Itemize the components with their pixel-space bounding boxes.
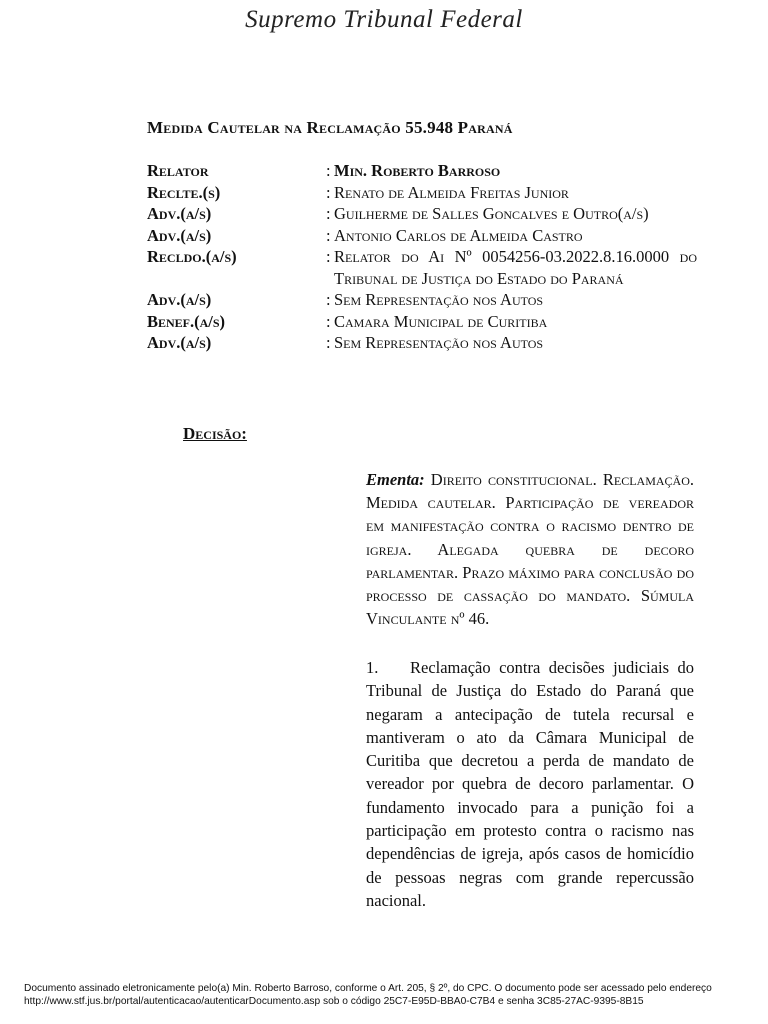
ementa-paragraph	[366, 468, 694, 630]
party-colon: :	[326, 333, 331, 352]
party-value: Guilherme de Salles Goncalves e Outro(a/s)	[334, 204, 649, 223]
party-value: Sem Representação nos Autos	[334, 290, 544, 309]
party-label: Relator	[147, 161, 209, 180]
party-label: Adv.(a/s)	[147, 333, 212, 352]
footer-line-1: Documento assinado eletronicamente pelo(a) Min. Roberto Barroso, conforme o Art. 205, § 2º, do CPC. O documento pode ser acessado pelo endereço	[24, 983, 712, 994]
ementa-text: Direito constitucional. Reclamação. Medida cautelar. Participação de vereador em manifestação contra o racismo dentro de igreja. Alegada quebra de decoro parlamentar. Prazo máximo para conclusão do processo de cassação do mandato. Súmula Vinculante nº 46.	[366, 470, 694, 629]
party-value: Renato de Almeida Freitas Junior	[334, 182, 569, 202]
party-row-relator	[147, 160, 697, 182]
party-value: Sem Representação nos Autos	[334, 333, 544, 352]
party-colon: :	[326, 290, 331, 309]
party-colon: :	[326, 225, 331, 245]
party-label: Adv.(a/s)	[147, 290, 212, 309]
item-number: 1.	[366, 658, 379, 677]
party-row-advogado-2	[147, 225, 697, 247]
decision-heading: Decisão:	[183, 424, 247, 443]
party-colon: :	[326, 247, 331, 266]
party-row-beneficiario	[147, 311, 697, 333]
party-row-advogado-reclamante	[147, 203, 697, 225]
party-row-reclamado	[147, 246, 697, 289]
party-colon: :	[326, 204, 331, 223]
party-label: Adv.(a/s)	[147, 204, 212, 223]
party-row-reclamante	[147, 182, 697, 204]
ementa-label: Ementa:	[366, 470, 425, 489]
party-colon: :	[326, 311, 331, 331]
party-value: Min. Roberto Barroso	[334, 161, 501, 180]
party-colon: :	[326, 161, 331, 180]
signature-footer	[24, 982, 754, 1008]
party-colon: :	[326, 182, 331, 202]
party-value: Antonio Carlos de Almeida Castro	[334, 225, 583, 245]
party-row-advogado-reclamado	[147, 289, 697, 311]
case-title: Medida Cautelar na Reclamação 55.948 Paraná	[147, 118, 513, 137]
party-value: Relator do Ai Nº 0054256-03.2022.8.16.0000 do Tribunal de Justiça do Estado do Paraná	[334, 247, 697, 288]
party-label: Recldo.(a/s)	[147, 247, 237, 266]
court-header: Supremo Tribunal Federal	[245, 6, 523, 33]
footer-line-2: http://www.stf.jus.br/portal/autenticacao/autenticarDocumento.asp sob o código 25C7-E95D-BBA0-C7B4 e senha 3C85-27AC-9395-8B15	[24, 996, 644, 1007]
decision-item-1	[366, 656, 694, 912]
party-value: Camara Municipal de Curitiba	[334, 311, 548, 331]
item-text: Reclamação contra decisões judiciais do Tribunal de Justiça do Estado do Paraná que negaram a antecipação de tutela recursal e mantiveram o ato da Câmara Municipal de Curitiba que decretou a perda de mandato de vereador por quebra de decoro parlamentar. O fundamento invocado para a punição foi a participação em protesto contra o racismo nas dependências de igreja, após casos de homicídio de pessoas negras com grande repercussão nacional.	[366, 658, 694, 910]
party-row-advogado-beneficiario	[147, 332, 697, 354]
parties-table	[147, 160, 697, 354]
party-label: Reclte.(s)	[147, 182, 221, 202]
party-label: Benef.(a/s)	[147, 311, 226, 331]
party-label: Adv.(a/s)	[147, 225, 212, 245]
